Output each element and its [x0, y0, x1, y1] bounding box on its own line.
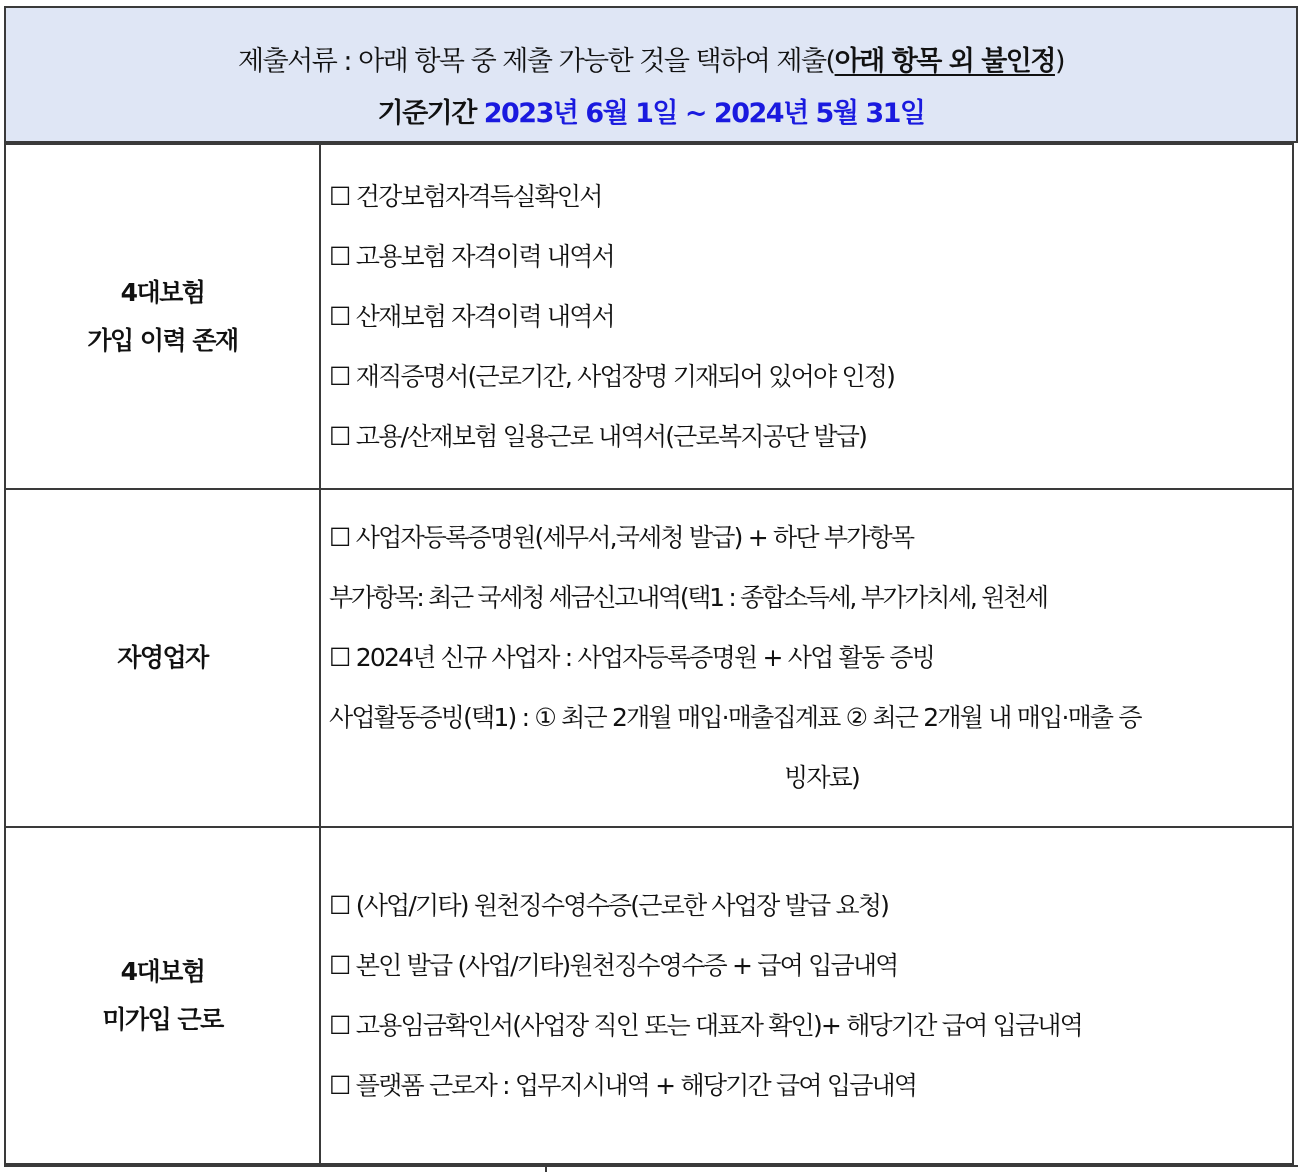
list-item: ☐ 고용임금확인서(사업장 직인 또는 대표자 확인)+ 해당기간 급여 입금내역 [329, 1010, 1082, 1040]
table-row [5, 827, 1293, 1164]
items-cell [320, 489, 1293, 827]
list-item: ☐ 사업자등록증명원(세무서,국세청 발급) + 하단 부가항목 [329, 523, 914, 552]
list-item: ☐ (사업/기타) 원천징수영수증(근로한 사업장 발급 요청) [329, 890, 889, 920]
next-table-border [4, 1165, 1298, 1172]
list-item: ☐ 플랫폼 근로자 : 업무지시내역 + 해당기간 급여 입금내역 [329, 1070, 917, 1100]
documents-table [4, 143, 1294, 1165]
category-label: 4대보험 [120, 956, 205, 986]
list-item: ☐ 2024년 신규 사업자 : 사업자등록증명원 + 사업 활동 증빙 [329, 643, 935, 672]
category-label: 가입 이력 존재 [87, 325, 238, 355]
category-label: 자영업자 [117, 643, 208, 672]
list-item: 사업활동증빙(택1) : ① 최근 2개월 매입·매출집계표 ② 최근 2개월 내 매입·매출 증 [329, 703, 1141, 732]
category-cell [5, 489, 320, 827]
list-item: ☐ 고용보험 자격이력 내역서 [329, 241, 614, 271]
document-header [4, 6, 1298, 143]
items-cell [320, 827, 1293, 1164]
list-item: ☐ 고용/산재보험 일용근로 내역서(근로복지공단 발급) [329, 421, 867, 451]
reference-period-label: 기준기간 [377, 98, 484, 129]
instruction-suffix: ) [1054, 46, 1064, 77]
list-item: 부가항목: 최근 국세청 세금신고내역(택1 : 종합소득세, 부가가치세, 원천세 [329, 583, 1047, 612]
items-cell [320, 144, 1293, 489]
category-label: 미가입 근로 [102, 1004, 223, 1034]
list-item: ☐ 재직증명서(근로기간, 사업장명 기재되어 있어야 인정) [329, 361, 895, 391]
category-label: 4대보험 [120, 277, 205, 307]
category-cell [5, 827, 320, 1164]
instruction-emphasis: 아래 항목 외 불인정 [834, 46, 1055, 77]
table-row [5, 489, 1293, 827]
instruction-prefix: 제출서류 : 아래 항목 중 제출 가능한 것을 택하여 제출( [237, 46, 835, 77]
submission-instruction [6, 39, 1296, 78]
list-item: 빙자료) [783, 763, 859, 792]
list-item: ☐ 산재보험 자격이력 내역서 [329, 301, 614, 331]
reference-period-dates: 2023년 6월 1일 ~ 2024년 5월 31일 [483, 98, 925, 129]
category-cell [5, 144, 320, 489]
list-item: ☐ 건강보험자격득실확인서 [329, 181, 602, 211]
reference-period [6, 91, 1296, 130]
list-item: ☐ 본인 발급 (사업/기타)원천징수영수증 + 급여 입금내역 [329, 950, 898, 980]
table-row [5, 144, 1293, 489]
